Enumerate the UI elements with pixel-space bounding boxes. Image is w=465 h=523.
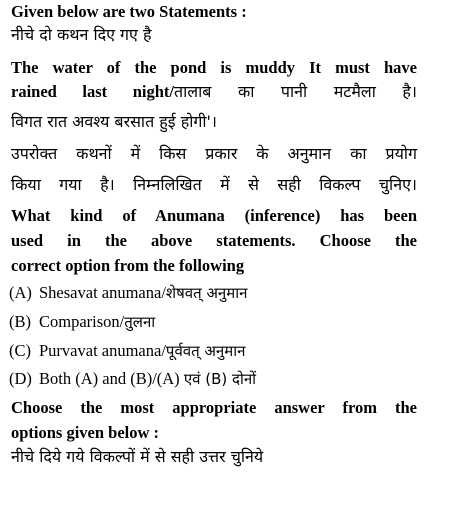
question-heading-english: Given below are two Statements : xyxy=(11,2,247,21)
option-a-english: Shesavat anumana/ xyxy=(39,283,166,302)
option-c-english: Purvavat anumana/ xyxy=(39,341,166,360)
option-a-hindi: शेषवत् अनुमान xyxy=(165,284,248,302)
option-c-marker: (C) xyxy=(9,341,31,360)
statement-line-2-hindi: तालाब का पानी मटमैला है। xyxy=(174,82,417,101)
option-b[interactable] xyxy=(9,314,155,331)
option-c-hindi: पूर्ववत् अनुमान xyxy=(165,342,246,360)
hindi-question-line-2: किया गया है। निम्नलिखित में से सही विकल्प चुनिए। xyxy=(11,175,417,194)
option-a[interactable] xyxy=(9,285,247,302)
question-heading-hindi: नीचे दो कथन दिए गए है xyxy=(11,25,152,44)
instruction-line-3-hindi: नीचे दिये गये विकल्पों में से सही उत्तर चुनिये xyxy=(11,447,264,466)
option-a-marker: (A) xyxy=(9,283,32,302)
hindi-question-line-1: उपरोक्त कथनों में किस प्रकार के अनुमान का प्रयोग xyxy=(11,144,417,163)
option-b-english: Comparison/ xyxy=(39,312,125,331)
statement-line-2-english: rained last night/ xyxy=(11,82,175,101)
statement-line-2 xyxy=(11,84,417,101)
statement-line-3: विगत रात अवश्य बरसात हुई होगी'। xyxy=(11,112,217,131)
instruction-line-1: Choose the most appropriate answer from the xyxy=(11,398,417,417)
option-b-hindi: तुलना xyxy=(124,313,156,331)
option-d-marker: (D) xyxy=(9,369,32,388)
english-question-line-2: used in the above statements. Choose the xyxy=(11,231,417,250)
option-c[interactable] xyxy=(9,343,245,360)
option-b-marker: (B) xyxy=(9,312,31,331)
english-question-line-3: correct option from the following xyxy=(11,256,245,275)
option-d[interactable] xyxy=(9,371,256,388)
option-d-hindi: एवं (B) दोनों xyxy=(183,370,257,388)
statement-line-1: The water of the pond is muddy It must have xyxy=(11,58,417,77)
option-d-english: Both (A) and (B)/(A) xyxy=(39,369,184,388)
instruction-line-2: options given below : xyxy=(11,423,160,442)
english-question-line-1: What kind of Anumana (inference) has been xyxy=(11,206,417,225)
